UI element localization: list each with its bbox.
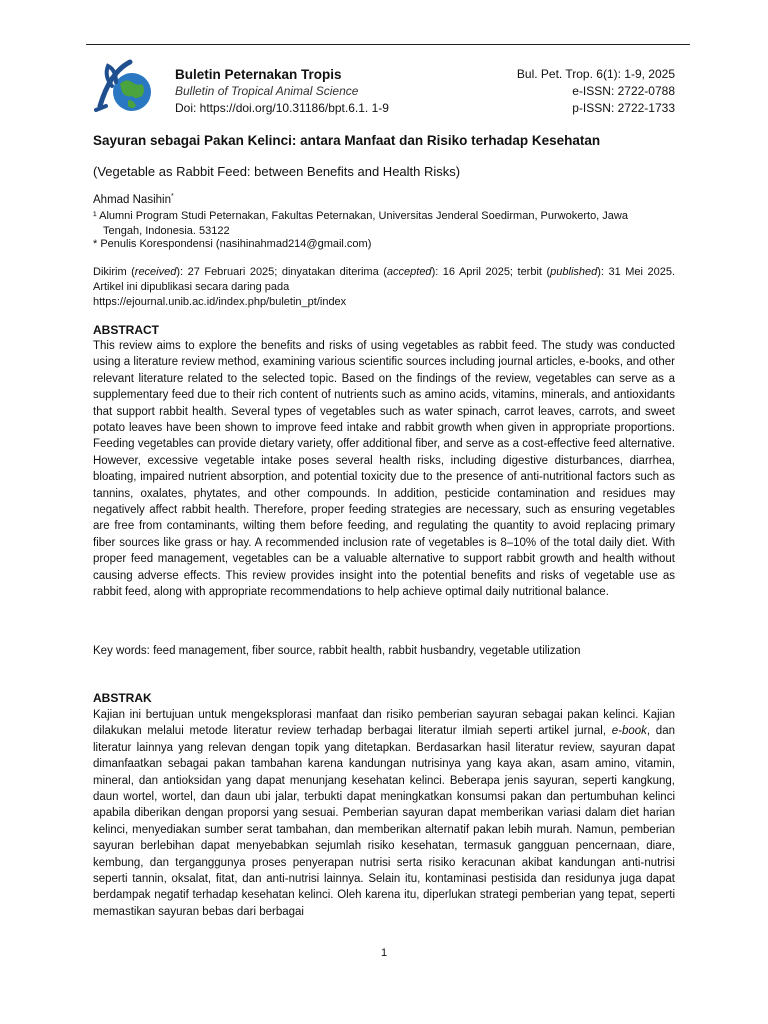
published-word: published — [550, 266, 598, 278]
received-word: received — [134, 266, 177, 278]
journal-logo-icon — [92, 56, 158, 118]
author-mark: * — [170, 193, 174, 200]
dates-text: Dikirim ( — [93, 266, 135, 278]
correspondence: * Penulis Korespondensi (nasihinahmad214@gmail.com) — [93, 238, 372, 250]
accepted-word: accepted — [386, 266, 432, 278]
abstrak-ebook-term: e-book — [611, 725, 647, 738]
doi-link[interactable]: Doi: https://doi.org/10.31186/bpt.6.1. 1-9 — [175, 101, 389, 115]
article-subtitle: (Vegetable as Rabbit Feed: between Benefits and Health Risks) — [93, 164, 461, 179]
article-dates — [93, 265, 675, 310]
author — [93, 193, 174, 206]
abstract-heading: ABSTRACT — [93, 323, 159, 337]
journal-url-link[interactable]: https://ejournal.unib.ac.id/index.php/buletin_pt/index — [93, 296, 347, 308]
abstrak-text-part: Kajian ini bertujuan untuk mengeksplorasi manfaat dan risiko pemberian sayuran sebagai pakan kelinci. Kajian dilakukan melalui metode literatur review terhadap berbagai literatur ilmiah seperti artikel jurnal, — [93, 709, 675, 738]
dates-text: ): 16 April 2025; terbit ( — [431, 266, 551, 278]
eissn: e-ISSN: 2722-0788 — [572, 84, 675, 98]
abstrak-text — [93, 707, 675, 920]
author-name: Ahmad Nasihin — [93, 193, 171, 206]
affiliation-line-1: ¹ Alumni Program Studi Peternakan, Fakultas Peternakan, Universitas Jenderal Soedirman, Purwokerto, Jawa — [93, 210, 628, 222]
header-rule — [86, 44, 690, 45]
dates-text: ): 31 Mei 2025. Artikel ini dipublikasi secara daring pada — [93, 266, 676, 293]
dates-text: ): 27 Februari 2025; dinyatakan diterima ( — [176, 266, 387, 278]
journal-issn — [517, 66, 675, 117]
affiliation — [93, 209, 675, 239]
abstrak-heading: ABSTRAK — [93, 691, 152, 705]
journal-name: Buletin Peternakan Tropis — [175, 67, 342, 82]
abstrak-text-part: , dan literatur lainnya yang relevan dengan topik yang ditetapkan. Berdasarkan hasil literatur review, sayuran dapat dimanfaatkan sebagai pakan tambahan karena kandungan nutrisinya yang kaya akan, asam amino, vitamin, mineral, dan antioksidan yang dapat menunjang kesehatan kelinci. Beberapa jenis sayuran, seperti kangkung, daun wortel, wortel, dan daun ubi jalar, terbukti dapat meningkatkan konsumsi pakan dan pertumbuhan kelinci apabila diberikan dengan proporsi yang sesuai. Pemberian sayuran dapat memberikan variasi dalam diet harian kelinci, menyediakan sumber serat tambahan, dan memberikan alternatif pakan lebih murah. Namun, pemberian sayuran berlebihan dapat menyebabkan sejumlah risiko kesehatan, termasuk gangguan pencernaan, diare, kembung, dan terganggunya proses penyerapan nutrisi serta risiko keracunan akibat kandungan anti-nutrisi seperti tannin, oksalat, fitat, dan anti-nutrisi lainnya. Selain itu, kontaminasi pestisida dan residunya juga dapat berdampak negatif terhadap kesehatan kelinci. Oleh karena itu, diperlukan strategi pemberian yang tepat, seperti memastikan sayuran bebas dari berbagai — [93, 725, 675, 918]
pissn: p-ISSN: 2722-1733 — [572, 101, 675, 115]
article-title: Sayuran sebagai Pakan Kelinci: antara Manfaat dan Risiko terhadap Kesehatan — [93, 133, 601, 148]
affiliation-line-2: Tengah, Indonesia. 53122 — [103, 225, 230, 237]
journal-name-en: Bulletin of Tropical Animal Science — [175, 84, 359, 98]
citation: Bul. Pet. Trop. 6(1): 1-9, 2025 — [516, 67, 675, 81]
keywords: Key words: feed management, fiber source, rabbit health, rabbit husbandry, vegetable utilization — [93, 645, 581, 657]
abstract-text: This review aims to explore the benefits and risks of using vegetables as rabbit feed. The study was conducted using a literature review method, examining various scientific sources including journal articles, e-books, and other relevant literature related to the selected topic. Based on the findings of the review, vegetables can serve as a supplementary feed due to their rich content of nutrients such as amino acids, vitamins, minerals, and antioxidants that support rabbit health. Several types of vegetables such as water spinach, carrot leaves, carrots, and sweet potato leaves have been shown to improve feed intake and rabbit growth when given in appropriate proportions. Feeding vegetables can provide dietary variety, offer additional fiber, and serve as a cost-effective feed alternative. However, excessive vegetable intake poses several health risks, including digestive disturbances, diarrhea, bloating, impaired nutrient absorption, and potential toxicity due to the presence of anti-nutritional factors such as tannins, oxalates, phytates, and other compounds. In addition, pesticide contamination and residues may negatively affect rabbit health. Therefore, proper feeding strategies are necessary, such as ensuring vegetables are free from contaminants, wilting them before feeding, and regulating the quantity to avoid replacing primary fiber sources like grass or hay. A recommended inclusion rate of vegetables is 8–10% of the total daily diet. With proper feed management, vegetables can be a valuable alternative to support rabbit growth and health without causing adverse effects. This review provides insight into the potential benefits and risks of vegetable use as rabbit feed, along with appropriate recommendations to help achieve optimal daily nutritional balance. — [93, 340, 675, 599]
journal-info — [175, 66, 389, 117]
page-number: 1 — [380, 947, 388, 959]
